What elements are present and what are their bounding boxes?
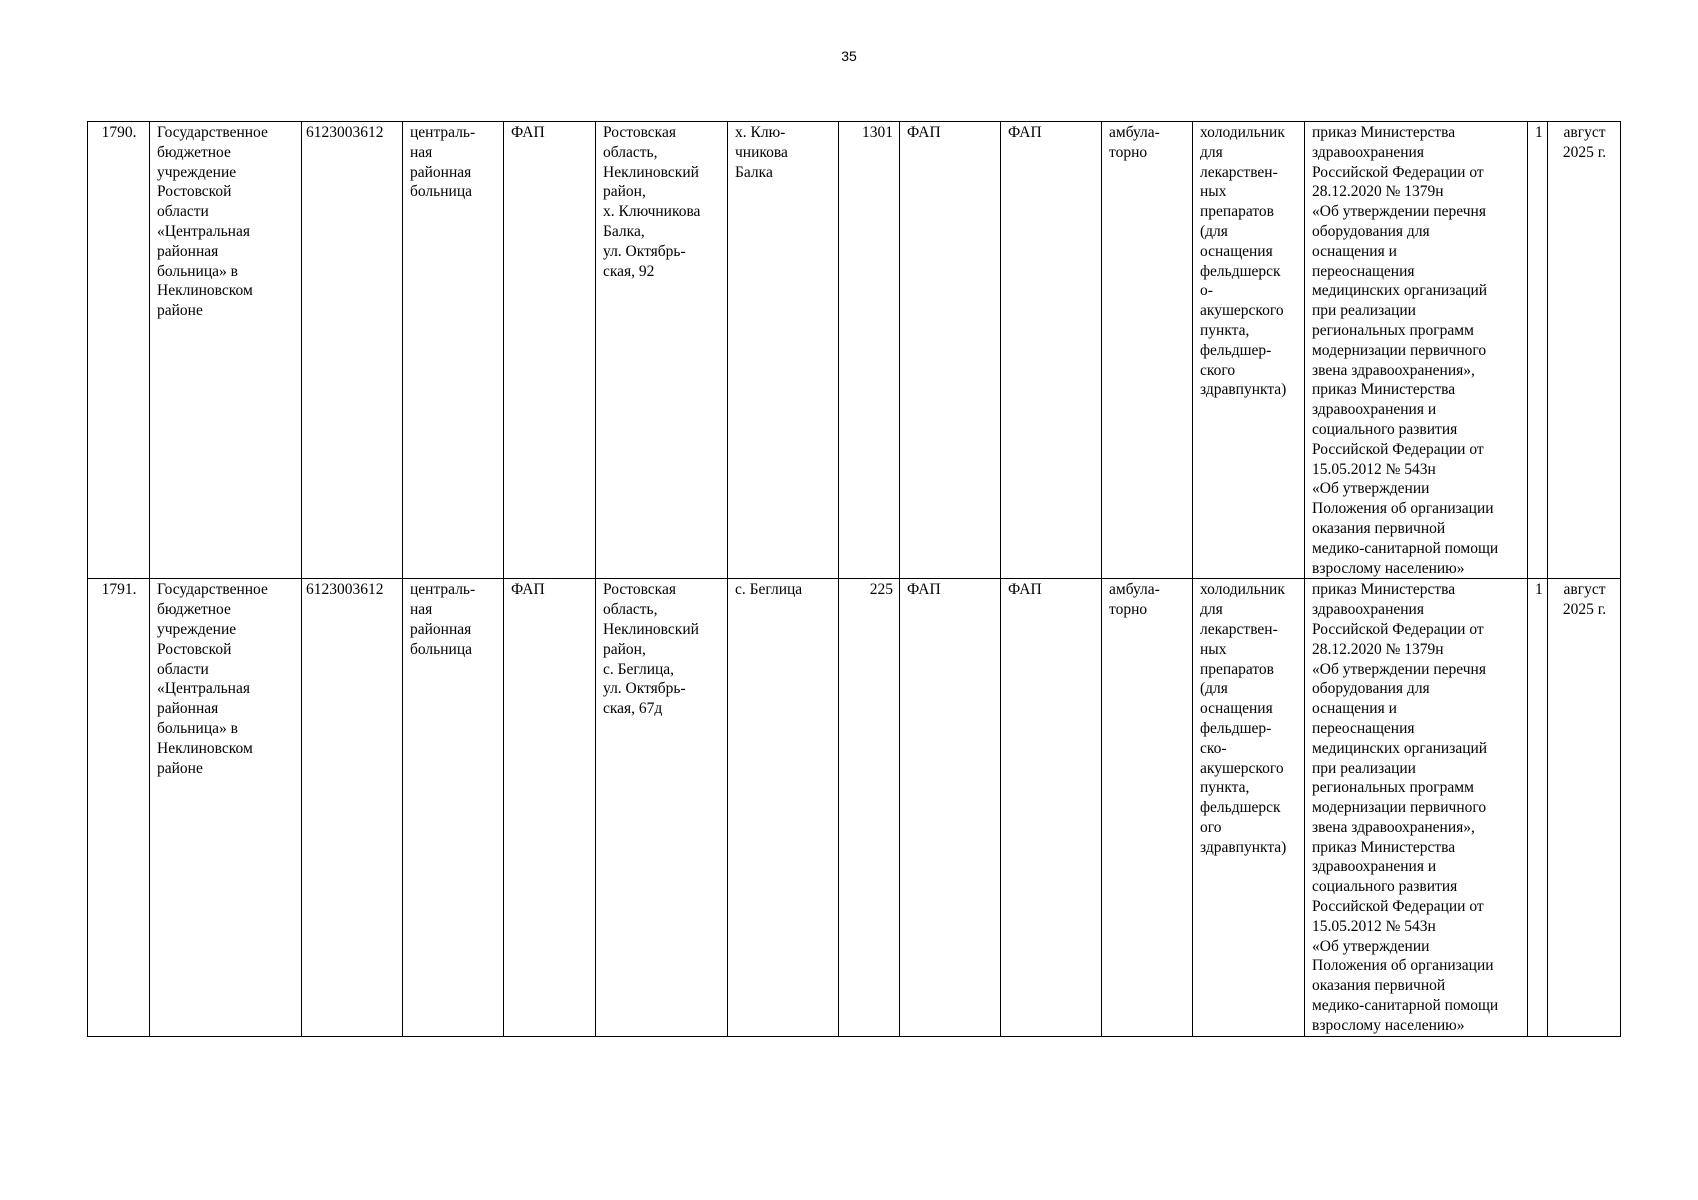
care-form: амбула- торно bbox=[1102, 122, 1193, 579]
address: Ростовская область, Неклиновский район, х. Ключникова Балка, ул. Октябрь- ская, 92 bbox=[596, 122, 728, 579]
delivery-term: август 2025 г. bbox=[1548, 122, 1621, 579]
equipment-table bbox=[87, 121, 1621, 1037]
address: Ростовская область, Неклиновский район, с. Беглица, ул. Октябрь- ская, 67д bbox=[596, 579, 728, 1036]
unit-name: ФАП bbox=[900, 579, 1001, 1036]
population: 1301 bbox=[839, 122, 900, 579]
page-number: 35 bbox=[841, 48, 857, 64]
unit-type: ФАП bbox=[504, 122, 596, 579]
quantity: 1 bbox=[1528, 122, 1548, 579]
locality: х. Клю- чникова Балка bbox=[728, 122, 839, 579]
equipment: холодильник для лекарствен- ных препаратов (для оснащения фельдшер- ско- акушерского пункта, фельдшерск ого здравпункта) bbox=[1193, 579, 1305, 1036]
care-form: амбула- торно bbox=[1102, 579, 1193, 1036]
locality: с. Беглица bbox=[728, 579, 839, 1036]
legal-basis: приказ Министерства здравоохранения Российской Федерации от 28.12.2020 № 1379н «Об утверждении перечня оборудования для оснащения и переоснащения медицинских организаций при реализации региональных программ модернизации первичного звена здравоохранения», приказ Министерства здравоохранения и социального развития Российской Федерации от 15.05.2012 № 543н «Об утверждении Положения об организации оказания первичной медико-санитарной помощи взрослому населению» bbox=[1305, 579, 1528, 1036]
equipment: холодильник для лекарствен- ных препаратов (для оснащения фельдшерск о- акушерского пункта, фельдшер- ского здравпункта) bbox=[1193, 122, 1305, 579]
row-number: 1791. bbox=[88, 579, 150, 1036]
unit-type: ФАП bbox=[504, 579, 596, 1036]
unit-name: ФАП bbox=[900, 122, 1001, 579]
legal-basis: приказ Министерства здравоохранения Российской Федерации от 28.12.2020 № 1379н «Об утверждении перечня оборудования для оснащения и переоснащения медицинских организаций при реализации региональных программ модернизации первичного звена здравоохранения», приказ Министерства здравоохранения и социального развития Российской Федерации от 15.05.2012 № 543н «Об утверждении Положения об организации оказания первичной медико-санитарной помощи взрослому населению» bbox=[1305, 122, 1528, 579]
table-row bbox=[88, 579, 1621, 1036]
unit-profile: ФАП bbox=[1001, 122, 1102, 579]
delivery-term: август 2025 г. bbox=[1548, 579, 1621, 1036]
organization-name: Государственное бюджетное учреждение Ростовской области «Центральная районная больница» в Неклиновском районе bbox=[150, 579, 302, 1036]
organization-type: централь- ная районная больница bbox=[403, 122, 504, 579]
quantity: 1 bbox=[1528, 579, 1548, 1036]
inn: 6123003612 bbox=[302, 122, 403, 579]
unit-profile: ФАП bbox=[1001, 579, 1102, 1036]
table-row bbox=[88, 122, 1621, 579]
row-number: 1790. bbox=[88, 122, 150, 579]
population: 225 bbox=[839, 579, 900, 1036]
organization-name: Государственное бюджетное учреждение Ростовской области «Центральная районная больница» в Неклиновском районе bbox=[150, 122, 302, 579]
inn: 6123003612 bbox=[302, 579, 403, 1036]
organization-type: централь- ная районная больница bbox=[403, 579, 504, 1036]
